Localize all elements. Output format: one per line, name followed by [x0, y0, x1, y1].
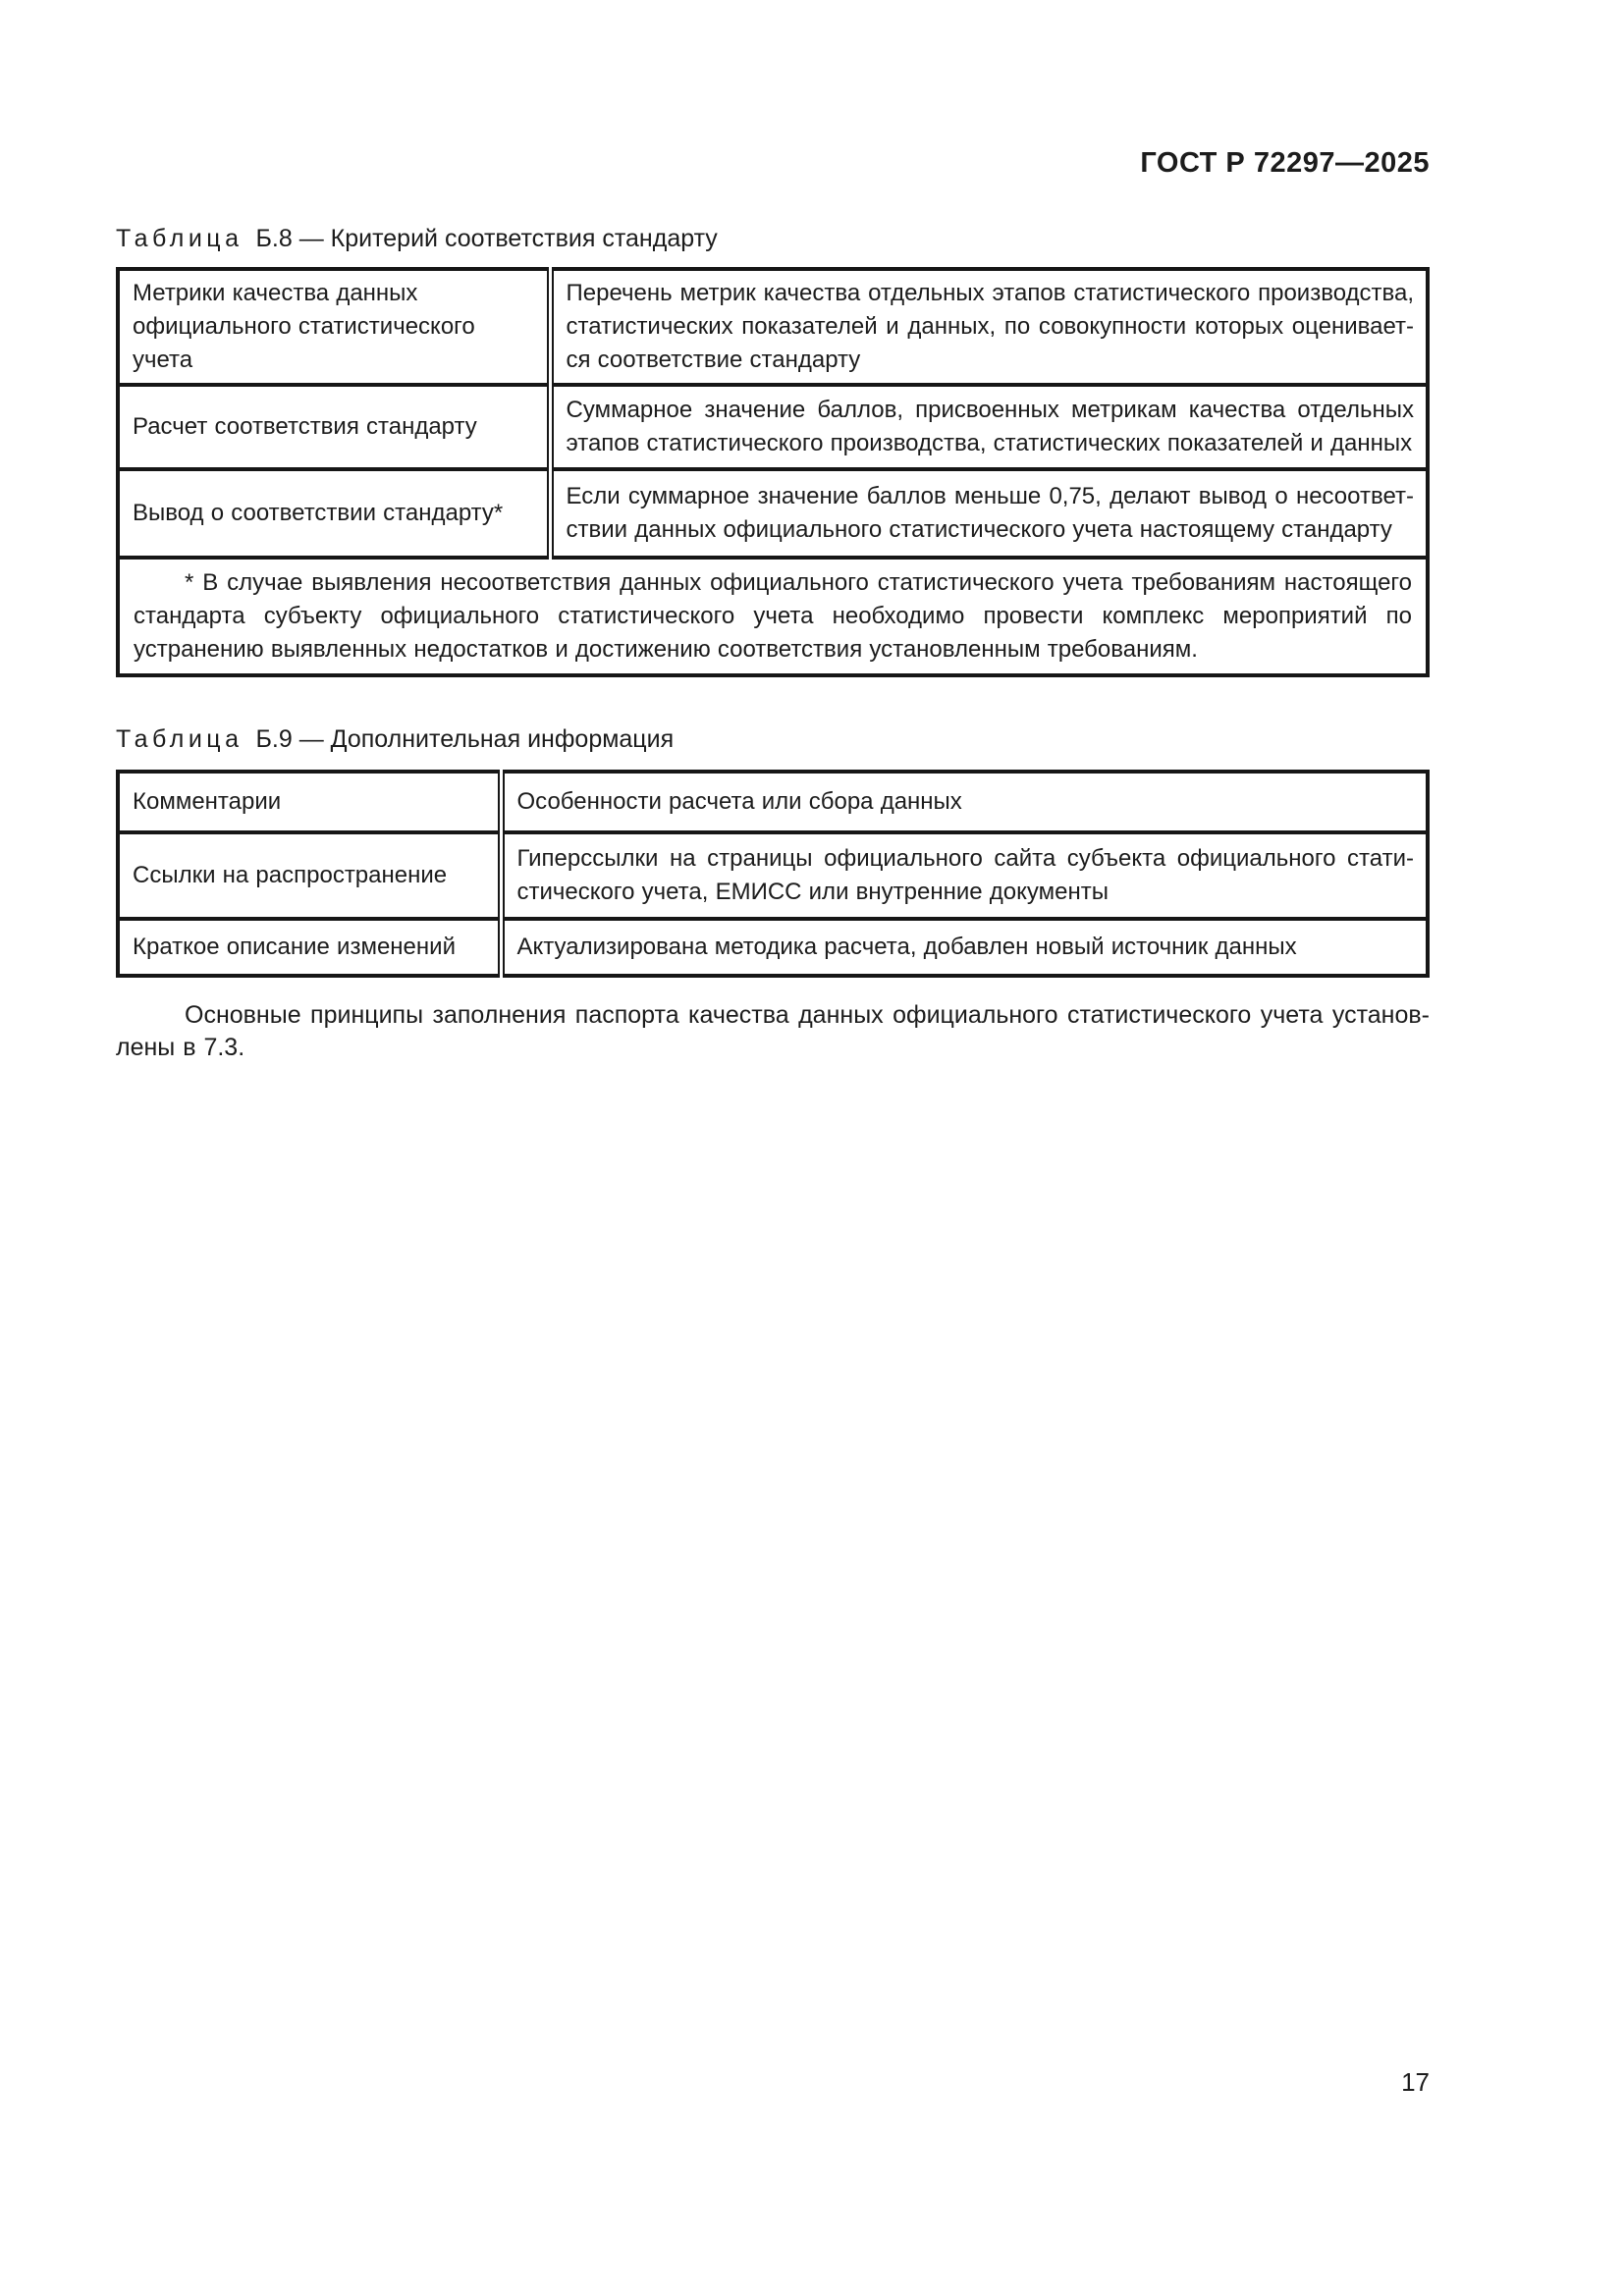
page-number: 17: [1401, 2067, 1430, 2097]
caption-separator: —: [298, 725, 324, 753]
table-b8-caption: [116, 224, 1430, 253]
body-paragraph: Основные принципы заполнения паспорта качества данных официального статистического учета установлены в 7.3.: [116, 1001, 1430, 1061]
definition-cell: Актуализирована методика расчета, добавлен новый источник данных: [501, 919, 1428, 976]
document-number-header: [116, 147, 1430, 179]
definition-cell: Особенности расчета или сбора данных: [516, 788, 962, 815]
term-cell: Краткое описание изменений: [118, 919, 501, 976]
caption-separator: —: [298, 225, 324, 252]
table-row: [118, 469, 1428, 558]
term-cell: Комментарии: [118, 772, 501, 832]
definition-cell: Если суммарное значение баллов меньше 0,75, делают вывод о несоответствии данных официального статистического учета настоящему стандарту: [550, 469, 1428, 558]
page-content: [116, 224, 1430, 1064]
definition-cell: Гиперссылки на страницы официального сайта субъекта официального статистического учета, ЕМИСС или внутренние документы: [501, 832, 1428, 919]
table-row: [118, 832, 1428, 919]
table-row: [118, 772, 1428, 832]
table-footnote-row: [118, 558, 1428, 675]
document-number: ГОСТ Р 72297—2025: [1140, 147, 1430, 179]
table-row: [118, 269, 1428, 385]
footnote-cell: * В случае выявления несоответствия данных официального статистического учета требованиям настоящего стандарта субъекту официального статистического учета необходимо провести комплекс мероприятий по устранению выявленных недостатков и достижению соответствия установленным требованиям.: [118, 558, 1428, 675]
caption-number: Б.8: [255, 225, 293, 252]
term-cell: Метрики качества данных официального статистического учета: [118, 269, 550, 385]
caption-word: Таблица: [116, 725, 244, 753]
caption-title: Критерий соответствия стандарту: [330, 225, 718, 252]
definition-cell: Перечень метрик качества отдельных этапов статистического производства, статистических показателей и данных, по совокупности которых оценивается соответствие стандарту: [566, 280, 1414, 373]
table-row: [118, 919, 1428, 976]
definition-cell: Суммарное значение баллов, присвоенных метрикам качества отдельных этапов статистического производства, статистических показателей и данных: [550, 385, 1428, 469]
caption-number: Б.9: [255, 725, 293, 753]
table-b8: [116, 267, 1430, 677]
caption-title: Дополнительная информация: [330, 725, 675, 753]
term-cell: Вывод о соответствии стандарту*: [118, 469, 550, 558]
term-cell: Расчет соответствия стандарту: [118, 385, 550, 469]
caption-word: Таблица: [116, 225, 244, 252]
table-row: [118, 385, 1428, 469]
table-b9-caption: [116, 724, 1430, 754]
table-b9: [116, 770, 1430, 978]
term-cell: Ссылки на распространение: [118, 832, 501, 919]
